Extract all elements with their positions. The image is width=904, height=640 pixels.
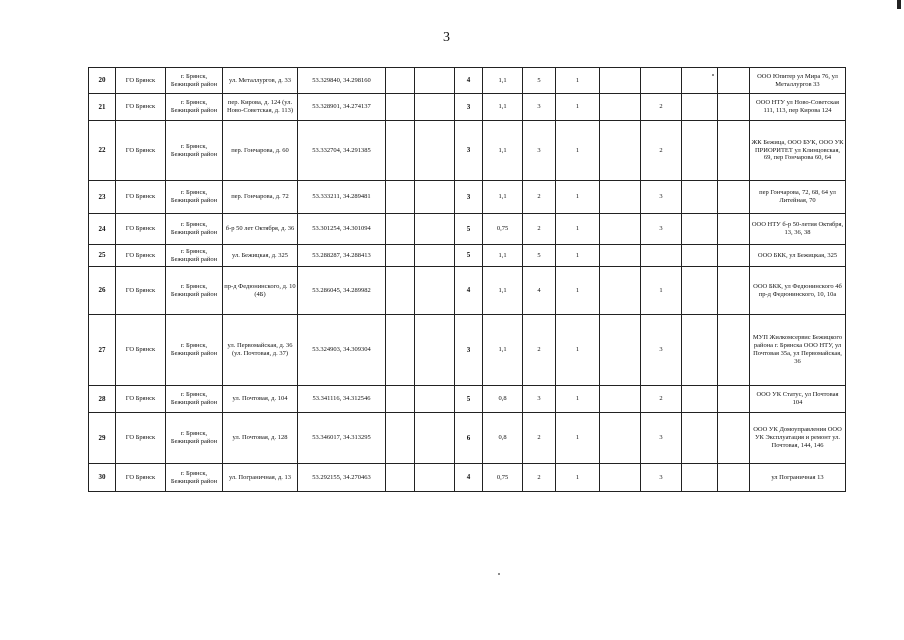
empty-cell	[682, 267, 718, 315]
registry-table	[88, 67, 846, 492]
empty-cell	[600, 267, 641, 315]
row-number: 20	[89, 68, 116, 94]
container-count-cell: 4	[455, 464, 483, 492]
municipality-cell: ГО Брянск	[116, 245, 166, 267]
empty-cell	[386, 464, 415, 492]
table-row	[89, 121, 846, 181]
empty-cell	[415, 267, 455, 315]
value-cell	[641, 68, 682, 94]
empty-cell	[682, 68, 718, 94]
container-volume-cell: 0,8	[483, 413, 523, 464]
serviced-objects-cell: ООО НТУ б-р 50-летия Октября, 13, 36, 38	[750, 214, 846, 245]
table-row	[89, 413, 846, 464]
empty-cell	[718, 94, 750, 121]
container-count-cell: 3	[455, 315, 483, 386]
value-cell: 1	[556, 267, 600, 315]
row-number: 24	[89, 214, 116, 245]
row-number: 27	[89, 315, 116, 386]
coordinates-cell: 53.333211, 34.289481	[298, 181, 386, 214]
empty-cell	[600, 464, 641, 492]
row-number: 30	[89, 464, 116, 492]
municipality-cell: ГО Брянск	[116, 181, 166, 214]
address-cell: ул. Почтовая, д. 104	[223, 386, 298, 413]
serviced-objects-cell: пер Гончарова, 72, 68, 64 ул Литейная, 70	[750, 181, 846, 214]
district-cell: г. Брянск, Бежицкий район	[166, 214, 223, 245]
address-cell: ул. Металлургов, д. 33	[223, 68, 298, 94]
district-cell: г. Брянск, Бежицкий район	[166, 94, 223, 121]
empty-cell	[718, 245, 750, 267]
table-row	[89, 464, 846, 492]
value-cell: 3	[641, 464, 682, 492]
empty-cell	[718, 464, 750, 492]
coordinates-cell: 53.288287, 34.288413	[298, 245, 386, 267]
value-cell: 3	[641, 413, 682, 464]
district-cell: г. Брянск, Бежицкий район	[166, 245, 223, 267]
district-cell: г. Брянск, Бежицкий район	[166, 315, 223, 386]
value-cell: 2	[523, 214, 556, 245]
address-cell: пер. Гончарова, д. 60	[223, 121, 298, 181]
serviced-objects-cell: ООО НТУ ул Ново-Советская 111, 113, пер Кирова 124	[750, 94, 846, 121]
empty-cell	[415, 245, 455, 267]
district-cell: г. Брянск, Бежицкий район	[166, 386, 223, 413]
municipality-cell: ГО Брянск	[116, 464, 166, 492]
district-cell: г. Брянск, Бежицкий район	[166, 267, 223, 315]
container-volume-cell: 1,1	[483, 181, 523, 214]
municipality-cell: ГО Брянск	[116, 413, 166, 464]
coordinates-cell: 53.341116, 34.312546	[298, 386, 386, 413]
municipality-cell: ГО Брянск	[116, 386, 166, 413]
empty-cell	[718, 267, 750, 315]
empty-cell	[682, 386, 718, 413]
serviced-objects-cell: ЖК Бежица, ООО БУК, ООО УК ПРИОРИТЕТ ул Клинцовская, 69, пер Гончарова 60, 64	[750, 121, 846, 181]
container-volume-cell: 1,1	[483, 315, 523, 386]
empty-cell	[600, 245, 641, 267]
coordinates-cell: 53.324903, 34.309304	[298, 315, 386, 386]
empty-cell	[386, 267, 415, 315]
municipality-cell: ГО Брянск	[116, 68, 166, 94]
coordinates-cell: 53.332704, 34.291385	[298, 121, 386, 181]
table-row	[89, 386, 846, 413]
value-cell: 1	[556, 413, 600, 464]
table-row	[89, 214, 846, 245]
value-cell: 1	[556, 121, 600, 181]
serviced-objects-cell: ООО УК Домоуправления ООО УК Эксплуатация и ремонт ул. Почтовая, 144, 146	[750, 413, 846, 464]
empty-cell	[415, 68, 455, 94]
district-cell: г. Брянск, Бежицкий район	[166, 68, 223, 94]
empty-cell	[600, 315, 641, 386]
empty-cell	[682, 413, 718, 464]
scan-dot	[498, 573, 500, 575]
coordinates-cell: 53.346017, 34.313295	[298, 413, 386, 464]
value-cell: 5	[523, 68, 556, 94]
empty-cell	[386, 315, 415, 386]
table-row	[89, 245, 846, 267]
coordinates-cell: 53.301254, 34.301094	[298, 214, 386, 245]
empty-cell	[386, 94, 415, 121]
empty-cell	[415, 94, 455, 121]
value-cell: 2	[523, 413, 556, 464]
row-number: 23	[89, 181, 116, 214]
value-cell: 4	[523, 267, 556, 315]
container-volume-cell: 1,1	[483, 267, 523, 315]
container-volume-cell: 0,75	[483, 464, 523, 492]
container-count-cell: 5	[455, 245, 483, 267]
value-cell: 1	[556, 181, 600, 214]
empty-cell	[386, 214, 415, 245]
serviced-objects-cell: МУП Жилкомсервис Бежицкого района г. Брянска ООО НТУ, ул Почтовая 35а, ул Первомайская, 36	[750, 315, 846, 386]
value-cell: 1	[556, 464, 600, 492]
empty-cell	[600, 121, 641, 181]
empty-cell	[600, 413, 641, 464]
address-cell: ул. Почтовая, д. 128	[223, 413, 298, 464]
empty-cell	[386, 245, 415, 267]
coordinates-cell: 53.292155, 34.270463	[298, 464, 386, 492]
serviced-objects-cell: ООО УК Статус, ул Почтовая 104	[750, 386, 846, 413]
container-count-cell: 5	[455, 214, 483, 245]
scan-corner-mark	[897, 0, 901, 9]
row-number: 22	[89, 121, 116, 181]
value-cell: 5	[523, 245, 556, 267]
district-cell: г. Брянск, Бежицкий район	[166, 413, 223, 464]
empty-cell	[415, 214, 455, 245]
empty-cell	[718, 315, 750, 386]
value-cell: 3	[523, 94, 556, 121]
container-count-cell: 3	[455, 121, 483, 181]
serviced-objects-cell: ООО Юпитер ул Мира 76, ул Металлургов 33	[750, 68, 846, 94]
table-row	[89, 68, 846, 94]
empty-cell	[718, 413, 750, 464]
municipality-cell: ГО Брянск	[116, 121, 166, 181]
serviced-objects-cell: ООО БКК, ул Федюнинского 4б пр-д Федюнинского, 10, 10а	[750, 267, 846, 315]
value-cell: 2	[523, 464, 556, 492]
table-row	[89, 315, 846, 386]
value-cell: 3	[641, 181, 682, 214]
empty-cell	[386, 68, 415, 94]
municipality-cell: ГО Брянск	[116, 315, 166, 386]
container-volume-cell: 1,1	[483, 245, 523, 267]
serviced-objects-cell: ул Пограничная 13	[750, 464, 846, 492]
empty-cell	[682, 94, 718, 121]
value-cell: 1	[556, 68, 600, 94]
value-cell: 3	[523, 121, 556, 181]
value-cell: 1	[556, 315, 600, 386]
empty-cell	[600, 68, 641, 94]
value-cell: 1	[556, 94, 600, 121]
empty-cell	[415, 181, 455, 214]
value-cell: 3	[641, 214, 682, 245]
container-volume-cell: 0,75	[483, 214, 523, 245]
empty-cell	[386, 413, 415, 464]
empty-cell	[600, 94, 641, 121]
municipality-cell: ГО Брянск	[116, 267, 166, 315]
row-number: 29	[89, 413, 116, 464]
container-count-cell: 3	[455, 181, 483, 214]
coordinates-cell: 53.286045, 34.289982	[298, 267, 386, 315]
empty-cell	[682, 121, 718, 181]
container-volume-cell: 1,1	[483, 68, 523, 94]
empty-cell	[415, 464, 455, 492]
container-volume-cell: 0,8	[483, 386, 523, 413]
municipality-cell: ГО Брянск	[116, 214, 166, 245]
empty-cell	[386, 181, 415, 214]
empty-cell	[718, 68, 750, 94]
empty-cell	[718, 181, 750, 214]
empty-cell	[600, 181, 641, 214]
container-count-cell: 6	[455, 413, 483, 464]
empty-cell	[386, 386, 415, 413]
value-cell: 3	[523, 386, 556, 413]
row-number: 21	[89, 94, 116, 121]
empty-cell	[682, 181, 718, 214]
value-cell: 2	[523, 181, 556, 214]
address-cell: б-р 50 лет Октября, д. 36	[223, 214, 298, 245]
value-cell: 3	[641, 315, 682, 386]
table-row	[89, 181, 846, 214]
value-cell: 1	[556, 245, 600, 267]
serviced-objects-cell: ООО БКК, ул Бежицкая, 325	[750, 245, 846, 267]
empty-cell	[415, 413, 455, 464]
empty-cell	[682, 245, 718, 267]
table-row	[89, 94, 846, 121]
empty-cell	[682, 214, 718, 245]
container-volume-cell: 1,1	[483, 94, 523, 121]
value-cell: 1	[556, 214, 600, 245]
row-number: 28	[89, 386, 116, 413]
container-volume-cell: 1,1	[483, 121, 523, 181]
empty-cell	[682, 315, 718, 386]
value-cell: 1	[556, 386, 600, 413]
coordinates-cell: 53.328901, 34.274137	[298, 94, 386, 121]
empty-cell	[415, 315, 455, 386]
table-row	[89, 267, 846, 315]
registry-rows	[89, 68, 846, 492]
value-cell: 2	[641, 121, 682, 181]
container-count-cell: 3	[455, 94, 483, 121]
municipality-cell: ГО Брянск	[116, 94, 166, 121]
address-cell: пер. Гончарова, д. 72	[223, 181, 298, 214]
empty-cell	[600, 386, 641, 413]
address-cell: ул. Первомайская, д. 36 (ул. Почтовая, д. 37)	[223, 315, 298, 386]
address-cell: пр-д Федюнинского, д. 10 (4Б)	[223, 267, 298, 315]
page-number: 3	[443, 30, 450, 45]
value-cell: 2	[641, 386, 682, 413]
empty-cell	[415, 121, 455, 181]
container-count-cell: 4	[455, 68, 483, 94]
address-cell: ул. Бежицкая, д. 325	[223, 245, 298, 267]
coordinates-cell: 53.329840, 34.298160	[298, 68, 386, 94]
district-cell: г. Брянск, Бежицкий район	[166, 121, 223, 181]
empty-cell	[682, 464, 718, 492]
empty-cell	[600, 214, 641, 245]
district-cell: г. Брянск, Бежицкий район	[166, 464, 223, 492]
district-cell: г. Брянск, Бежицкий район	[166, 181, 223, 214]
value-cell: 2	[523, 315, 556, 386]
container-count-cell: 5	[455, 386, 483, 413]
empty-cell	[718, 214, 750, 245]
empty-cell	[718, 386, 750, 413]
value-cell: 2	[641, 94, 682, 121]
empty-cell	[718, 121, 750, 181]
empty-cell	[415, 386, 455, 413]
value-cell	[641, 245, 682, 267]
empty-cell	[386, 121, 415, 181]
container-count-cell: 4	[455, 267, 483, 315]
row-number: 25	[89, 245, 116, 267]
value-cell: 1	[641, 267, 682, 315]
address-cell: пер. Кирова, д. 124 (ул. Ново-Советская, д. 113)	[223, 94, 298, 121]
row-number: 26	[89, 267, 116, 315]
address-cell: ул. Пограничная, д. 13	[223, 464, 298, 492]
